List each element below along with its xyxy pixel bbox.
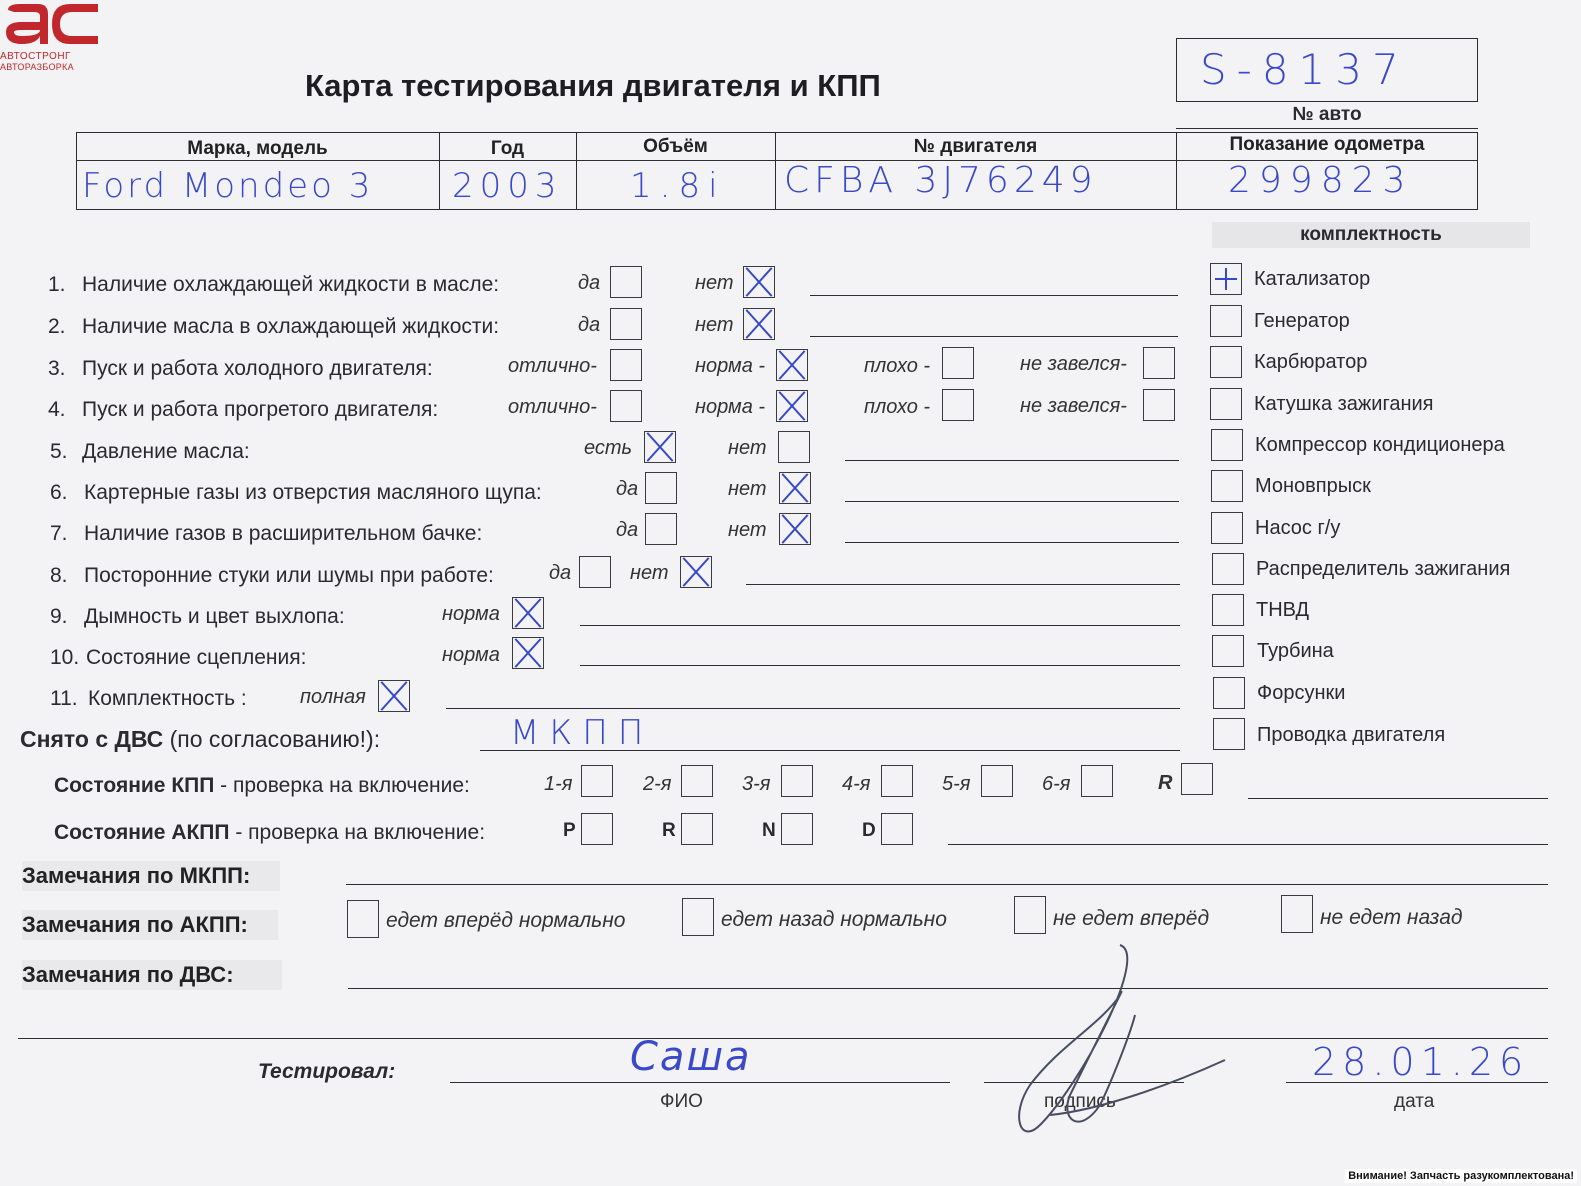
tested-label: Тестировал: — [258, 1060, 396, 1083]
q4-no-start-checkbox[interactable] — [1143, 389, 1175, 421]
date-label: дата — [1394, 1091, 1435, 1112]
divider — [1176, 128, 1478, 129]
question-number: 1. — [48, 273, 66, 296]
q2-no-checkbox[interactable] — [743, 308, 775, 340]
q6-yes-checkbox[interactable] — [645, 472, 677, 504]
answer-line — [348, 988, 1548, 989]
option-label: норма - — [695, 396, 766, 418]
warning-text: Внимание! Запчасть разукомплектована! — [1345, 1169, 1577, 1183]
odometer-value: 299823 — [1228, 160, 1414, 201]
q5-no-checkbox[interactable] — [778, 431, 810, 463]
answer-line — [810, 295, 1178, 296]
akpp-p-checkbox[interactable] — [581, 813, 613, 845]
question-number: 3. — [48, 357, 66, 380]
kit-item-label: Форсунки — [1257, 682, 1346, 704]
option-label: да — [616, 519, 639, 541]
question-text: Пуск и работа холодного двигателя: — [82, 357, 433, 380]
gear-label: 3-я — [742, 773, 771, 795]
answer-line — [845, 542, 1179, 543]
gear-1-checkbox[interactable] — [581, 765, 613, 797]
answer-line — [580, 625, 1180, 626]
answer-line — [810, 336, 1178, 337]
gear-label: 1-я — [544, 773, 573, 795]
akpp-label — [54, 821, 485, 845]
akpp-option-label: едет назад нормально — [721, 908, 947, 931]
kit-injectors-checkbox[interactable] — [1213, 677, 1245, 709]
fio-label: ФИО — [660, 1091, 703, 1112]
answer-line — [1248, 798, 1548, 799]
removed-label-rest: (по согласованию!): — [163, 726, 381, 752]
gear-5-checkbox[interactable] — [981, 765, 1013, 797]
question-number: 7. — [50, 522, 68, 545]
name-line — [450, 1082, 950, 1083]
akpp-n-checkbox[interactable] — [781, 813, 813, 845]
date-value: 28.01.26 — [1312, 1040, 1530, 1084]
question-text: Давление масла: — [82, 440, 250, 463]
gear-label: R — [662, 820, 676, 841]
q6-no-checkbox[interactable] — [779, 472, 811, 504]
option-label: нет — [695, 272, 734, 294]
akpp-r-checkbox[interactable] — [681, 813, 713, 845]
question-text: Наличие газов в расширительном бачке: — [84, 522, 483, 545]
gear-label: 4-я — [842, 773, 871, 795]
q1-yes-checkbox[interactable] — [610, 266, 642, 298]
gear-4-checkbox[interactable] — [881, 765, 913, 797]
answer-line — [845, 460, 1179, 461]
option-label: отлично- — [508, 396, 597, 418]
akpp-no-forward-checkbox[interactable] — [1014, 896, 1046, 934]
q10-normal-checkbox[interactable] — [512, 637, 544, 669]
question-number: 9. — [50, 605, 68, 628]
option-label: да — [578, 272, 601, 294]
option-label: норма - — [695, 355, 766, 377]
answer-line — [446, 708, 1180, 709]
q2-yes-checkbox[interactable] — [610, 308, 642, 340]
option-label: полная — [300, 686, 366, 708]
q3-no-start-checkbox[interactable] — [1143, 347, 1175, 379]
gear-r-checkbox[interactable] — [1181, 763, 1213, 795]
page-title: Карта тестирования двигателя и КПП — [305, 68, 881, 103]
option-label: отлично- — [508, 355, 597, 377]
kit-title: комплектность — [1212, 222, 1530, 248]
gear-label: R — [1158, 772, 1173, 794]
volume-label: Объём — [643, 136, 708, 157]
question-number: 8. — [50, 564, 68, 587]
kit-item-label: Турбина — [1257, 640, 1334, 662]
removed-label-bold: Снято с ДВС — [20, 726, 164, 752]
volume-value: 1.8i — [630, 166, 726, 206]
option-label: нет — [728, 519, 767, 541]
akpp-option-label: не едет вперёд — [1053, 907, 1210, 930]
kit-item-label: Распределитель зажигания — [1256, 558, 1511, 580]
kit-ac-compressor-checkbox[interactable] — [1211, 429, 1243, 461]
answer-line — [18, 1038, 1548, 1039]
akpp-forward-ok-checkbox[interactable] — [347, 900, 379, 938]
option-label: плохо - — [864, 396, 931, 418]
q5-yes-checkbox[interactable] — [644, 431, 676, 463]
q4-normal-checkbox[interactable] — [776, 390, 808, 422]
option-label: да — [578, 314, 601, 336]
akpp-d-checkbox[interactable] — [881, 813, 913, 845]
q11-full-checkbox[interactable] — [378, 680, 410, 712]
answer-line — [346, 884, 1548, 885]
gear-label: 6-я — [1042, 773, 1071, 795]
removed-value: МКПП — [510, 713, 654, 753]
tester-name-value: Саша — [630, 1034, 752, 1080]
question-text: Состояние сцепления: — [86, 646, 307, 669]
answer-line — [480, 750, 1180, 751]
q4-bad-checkbox[interactable] — [942, 389, 974, 421]
car-number-value: S-8137 — [1200, 45, 1409, 94]
akpp-label-bold: Состояние АКПП — [54, 821, 230, 844]
question-text: Комплектность : — [88, 687, 247, 710]
gear-2-checkbox[interactable] — [681, 765, 713, 797]
q3-normal-checkbox[interactable] — [776, 349, 808, 381]
answer-line — [746, 584, 1180, 585]
q1-no-checkbox[interactable] — [743, 266, 775, 298]
question-number: 11. — [50, 687, 78, 710]
logo-icon — [0, 0, 100, 48]
q3-excellent-checkbox[interactable] — [610, 349, 642, 381]
engine-label: № двигателя — [913, 136, 1038, 157]
car-number-label: № авто — [1292, 104, 1362, 125]
question-number: 5. — [50, 440, 68, 463]
akpp-no-backward-checkbox[interactable] — [1281, 895, 1313, 933]
kit-item-label: Насос г/у — [1255, 517, 1341, 539]
option-label: нет — [630, 562, 669, 584]
gear-label: 5-я — [942, 773, 971, 795]
question-text: Картерные газы из отверстия масляного щупа: — [84, 481, 542, 504]
q8-yes-checkbox[interactable] — [579, 556, 611, 588]
option-label: не завелся- — [1020, 353, 1127, 375]
kit-item-label: Моновпрыск — [1255, 475, 1371, 497]
kit-injection-pump-checkbox[interactable] — [1212, 594, 1244, 626]
answer-line — [845, 501, 1179, 502]
remarks-dvs-label: Замечания по ДВС: — [22, 960, 282, 990]
kit-catalyst-checkbox[interactable] — [1210, 263, 1242, 295]
year-label: Год — [490, 138, 525, 159]
q7-yes-checkbox[interactable] — [645, 513, 677, 545]
model-label: Марка, модель — [187, 138, 328, 159]
kit-item-label: ТНВД — [1256, 599, 1310, 621]
kit-item-label: Генератор — [1254, 310, 1350, 332]
question-text: Наличие охлаждающей жидкости в масле: — [82, 273, 500, 296]
q8-no-checkbox[interactable] — [680, 556, 712, 588]
kit-item-label: Катушка зажигания — [1254, 393, 1434, 415]
date-line — [1286, 1082, 1548, 1083]
kit-item-label: Компрессор кондиционера — [1255, 434, 1505, 456]
logo-line1: АВТОСТРОНГ — [0, 51, 71, 62]
kit-carburetor-checkbox[interactable] — [1210, 346, 1242, 378]
question-text: Дымность и цвет выхлопа: — [84, 605, 345, 628]
option-label: норма — [442, 603, 500, 625]
akpp-label-rest: - проверка на включение: — [229, 821, 486, 844]
remarks-akpp-label: Замечания по АКПП: — [22, 910, 278, 940]
question-text: Пуск и работа прогретого двигателя: — [82, 398, 439, 421]
option-label: нет — [728, 437, 767, 459]
kit-item-label: Катализатор — [1254, 268, 1371, 290]
removed-label — [20, 726, 380, 753]
signature-icon — [1010, 935, 1240, 1150]
signature-label: подпись — [1044, 1091, 1116, 1112]
question-number: 6. — [50, 481, 68, 504]
akpp-option-label: не едет назад — [1320, 906, 1463, 929]
logo-line2: АВТОРАЗБОРКА — [0, 62, 74, 72]
answer-line — [580, 665, 1180, 666]
option-label: есть — [584, 437, 633, 459]
option-label: нет — [728, 478, 767, 500]
option-label: да — [549, 562, 572, 584]
odometer-label: Показание одометра — [1229, 134, 1425, 155]
year-value: 2003 — [452, 166, 563, 206]
gear-3-checkbox[interactable] — [781, 765, 813, 797]
question-number: 4. — [48, 398, 66, 421]
option-label: норма — [442, 644, 500, 666]
remarks-mkpp-label: Замечания по МКПП: — [22, 861, 280, 891]
gear-label: 2-я — [643, 773, 672, 795]
question-number: 2. — [48, 315, 66, 338]
question-text: Посторонние стуки или шумы при работе: — [84, 564, 494, 587]
q4-excellent-checkbox[interactable] — [610, 390, 642, 422]
akpp-backward-ok-checkbox[interactable] — [682, 898, 714, 936]
mkpp-label — [54, 774, 470, 798]
answer-line — [948, 844, 1548, 845]
model-value: Ford Mondeo 3 — [82, 166, 374, 206]
option-label: не завелся- — [1020, 395, 1127, 417]
gear-label: P — [563, 820, 576, 841]
option-label: нет — [695, 314, 734, 336]
question-number: 10. — [50, 646, 80, 669]
kit-item-label: Проводка двигателя — [1257, 724, 1446, 746]
option-label: да — [616, 478, 639, 500]
kit-item-label: Карбюратор — [1254, 351, 1368, 373]
q7-no-checkbox[interactable] — [779, 513, 811, 545]
kit-distributor-checkbox[interactable] — [1212, 553, 1244, 585]
mkpp-label-bold: Состояние КПП — [54, 774, 215, 797]
gear-6-checkbox[interactable] — [1081, 765, 1113, 797]
kit-generator-checkbox[interactable] — [1210, 305, 1242, 337]
kit-wiring-checkbox[interactable] — [1213, 718, 1245, 750]
gear-label: N — [762, 820, 776, 841]
q3-bad-checkbox[interactable] — [942, 347, 974, 379]
kit-mono-injection-checkbox[interactable] — [1211, 470, 1243, 502]
kit-ps-pump-checkbox[interactable] — [1211, 512, 1243, 544]
kit-coil-checkbox[interactable] — [1210, 388, 1242, 420]
kit-turbo-checkbox[interactable] — [1212, 635, 1244, 667]
question-text: Наличие масла в охлаждающей жидкости: — [82, 315, 500, 338]
gear-label: D — [862, 820, 876, 841]
engine-value: CFBA 3J76249 — [784, 160, 1098, 201]
akpp-option-label: едет вперёд нормально — [386, 909, 626, 932]
option-label: плохо - — [864, 355, 931, 377]
mkpp-label-rest: - проверка на включение: — [214, 774, 470, 797]
q9-normal-checkbox[interactable] — [512, 597, 544, 629]
